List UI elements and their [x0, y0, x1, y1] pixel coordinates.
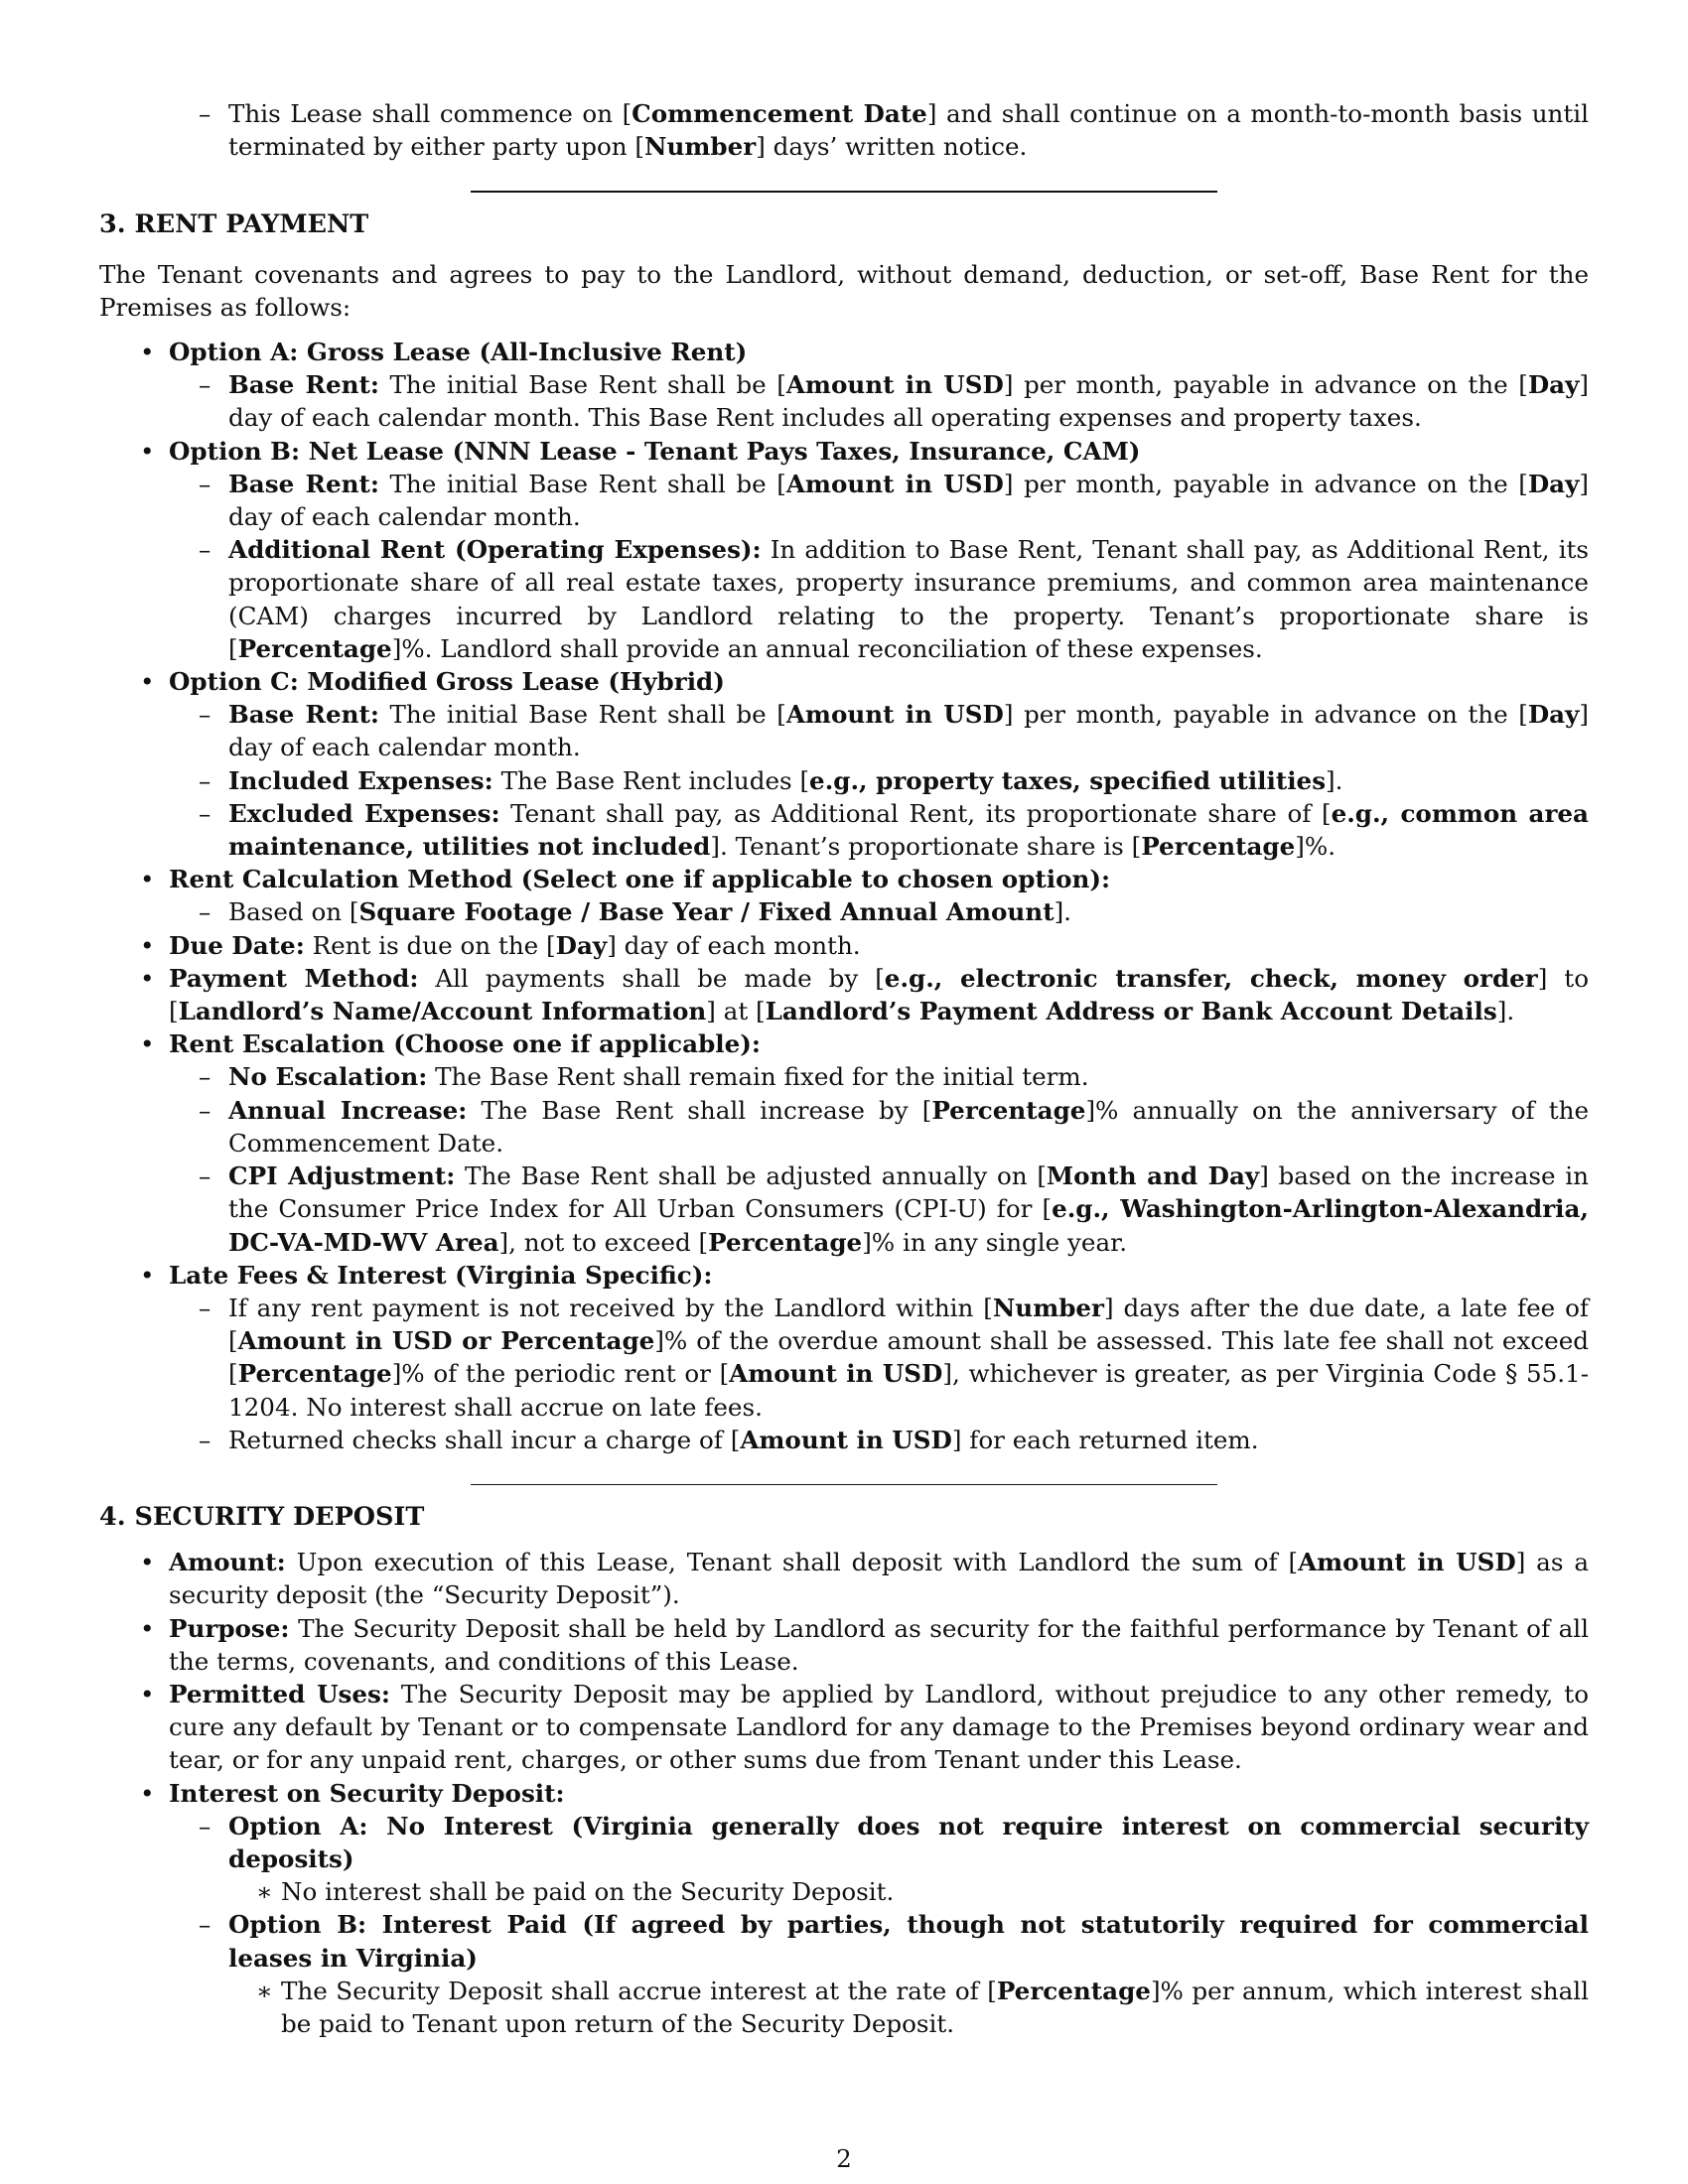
rent-escalation: • Rent Escalation (Choose one if applicable):	[99, 1027, 1589, 1060]
rent-option-c-base-rent: – Base Rent: The initial Base Rent shall be [Amount in USD] per month, payable in advance on the [Day] day of each calendar month.	[99, 698, 1589, 763]
rent-calculation-method: • Rent Calculation Method (Select one if applicable to chosen option):	[99, 863, 1589, 895]
deposit-purpose: • Purpose: The Security Deposit shall be held by Landlord as security for the faithful performance by Tenant of all the terms, covenants, and conditions of this Lease.	[99, 1612, 1589, 1678]
late-fees: • Late Fees & Interest (Virginia Specific):	[99, 1259, 1589, 1292]
rent-escalation-annual: – Annual Increase: The Base Rent shall increase by [Percentage]% annually on the anniversary of the Commencement Date.	[99, 1094, 1589, 1160]
rent-due-date: • Due Date: Rent is due on the [Day] day of each month.	[99, 929, 1589, 962]
rent-payment-method: • Payment Method: All payments shall be made by [e.g., electronic transfer, check, money order] to [Landlord’s Name/Account Information] at [Landlord’s Payment Address or Bank Account Details].	[99, 962, 1589, 1027]
rent-escalation-cpi: – CPI Adjustment: The Base Rent shall be adjusted annually on [Month and Day] based on the increase in the Consumer Price Index for All Urban Consumers (CPI-U) for [e.g., Washington-Arlington-Alexandria, DC-VA-MD-WV Area], not to exceed [Percentage]% in any single year.	[99, 1160, 1589, 1259]
document-body	[99, 97, 1589, 2040]
rent-options-list	[99, 336, 1589, 1456]
page-number: 2	[836, 2144, 852, 2173]
section-title-rent-payment: 3. RENT PAYMENT	[99, 209, 369, 240]
rent-option-b-base-rent: – Base Rent: The initial Base Rent shall be [Amount in USD] per month, payable in advance on the [Day] day of each calendar month.	[99, 468, 1589, 533]
security-deposit-list	[99, 1546, 1589, 2040]
rent-calculation-basis: – Based on [Square Footage / Base Year / Fixed Annual Amount].	[99, 895, 1589, 928]
deposit-interest-option-b-detail: ∗ The Security Deposit shall accrue interest at the rate of [Percentage]% per annum, which interest shall be paid to Tenant upon return of the Security Deposit.	[99, 1975, 1589, 2040]
deposit-interest-option-b: – Option B: Interest Paid (If agreed by parties, though not statutorily required for commercial leases in Virginia)	[99, 1908, 1589, 1974]
rent-option-a: • Option A: Gross Lease (All-Inclusive Rent)	[99, 336, 1589, 368]
deposit-interest-option-a: – Option A: No Interest (Virginia generally does not require interest on commercial security deposits)	[99, 1810, 1589, 1875]
deposit-permitted-uses: • Permitted Uses: The Security Deposit may be applied by Landlord, without prejudice to any other remedy, to cure any default by Tenant or to compensate Landlord for any damage to the Premises beyond ordinary wear and tear, or for any unpaid rent, charges, or other sums due from Tenant under this Lease.	[99, 1678, 1589, 1777]
deposit-amount: • Amount: Upon execution of this Lease, Tenant shall deposit with Landlord the sum of [Amount in USD] as a security deposit (the “Security Deposit”).	[99, 1546, 1589, 1611]
rent-option-c-excluded-expenses: – Excluded Expenses: Tenant shall pay, as Additional Rent, its proportionate share of [e.g., common area maintenance, utilities not included]. Tenant’s proportionate share is [Percentage]%.	[99, 797, 1589, 863]
rent-option-a-base-rent: – Base Rent: The initial Base Rent shall be [Amount in USD] per month, payable in advance on the [Day] day of each calendar month. This Base Rent includes all operating expenses and property taxes.	[99, 368, 1589, 434]
rent-option-c-included-expenses: – Included Expenses: The Base Rent includes [e.g., property taxes, specified utilities].	[99, 764, 1589, 797]
rent-intro: The Tenant covenants and agrees to pay to the Landlord, without demand, deduction, or set-off, Base Rent for the Premises as follows:	[99, 259, 1589, 322]
rent-escalation-none: – No Escalation: The Base Rent shall remain fixed for the initial term.	[99, 1060, 1589, 1093]
deposit-interest-option-a-detail: ∗ No interest shall be paid on the Security Deposit.	[99, 1875, 1589, 1908]
deposit-interest: • Interest on Security Deposit:	[99, 1777, 1589, 1810]
rent-option-c: • Option C: Modified Gross Lease (Hybrid)	[99, 665, 1589, 698]
returned-check-fee: – Returned checks shall incur a charge of [Amount in USD] for each returned item.	[99, 1424, 1589, 1456]
rent-option-b: • Option B: Net Lease (NNN Lease - Tenant Pays Taxes, Insurance, CAM)	[99, 435, 1589, 468]
late-fee-terms: – If any rent payment is not received by the Landlord within [Number] days after the due date, a late fee of [Amount in USD or Percentage]% of the overdue amount shall be assessed. This late fee shall not exceed [Percentage]% of the periodic rent or [Amount in USD], whichever is greater, as per Virginia Code § 55.1-1204. No interest shall accrue on late fees.	[99, 1292, 1589, 1424]
section-title-security-deposit: 4. SECURITY DEPOSIT	[99, 1501, 425, 1532]
rent-option-b-additional-rent: – Additional Rent (Operating Expenses): In addition to Base Rent, Tenant shall pay, as Additional Rent, its proportionate share of all real estate taxes, property insurance premiums, and common area maintenance (CAM) charges incurred by Landlord relating to the property. Tenant’s proportionate share is [Percentage]%. Landlord shall provide an annual reconciliation of these expenses.	[99, 533, 1589, 665]
commencement-clause: – This Lease shall commence on [Commencement Date] and shall continue on a month-to-month basis until terminated by either party upon [Number] days’ written notice.	[99, 97, 1589, 163]
